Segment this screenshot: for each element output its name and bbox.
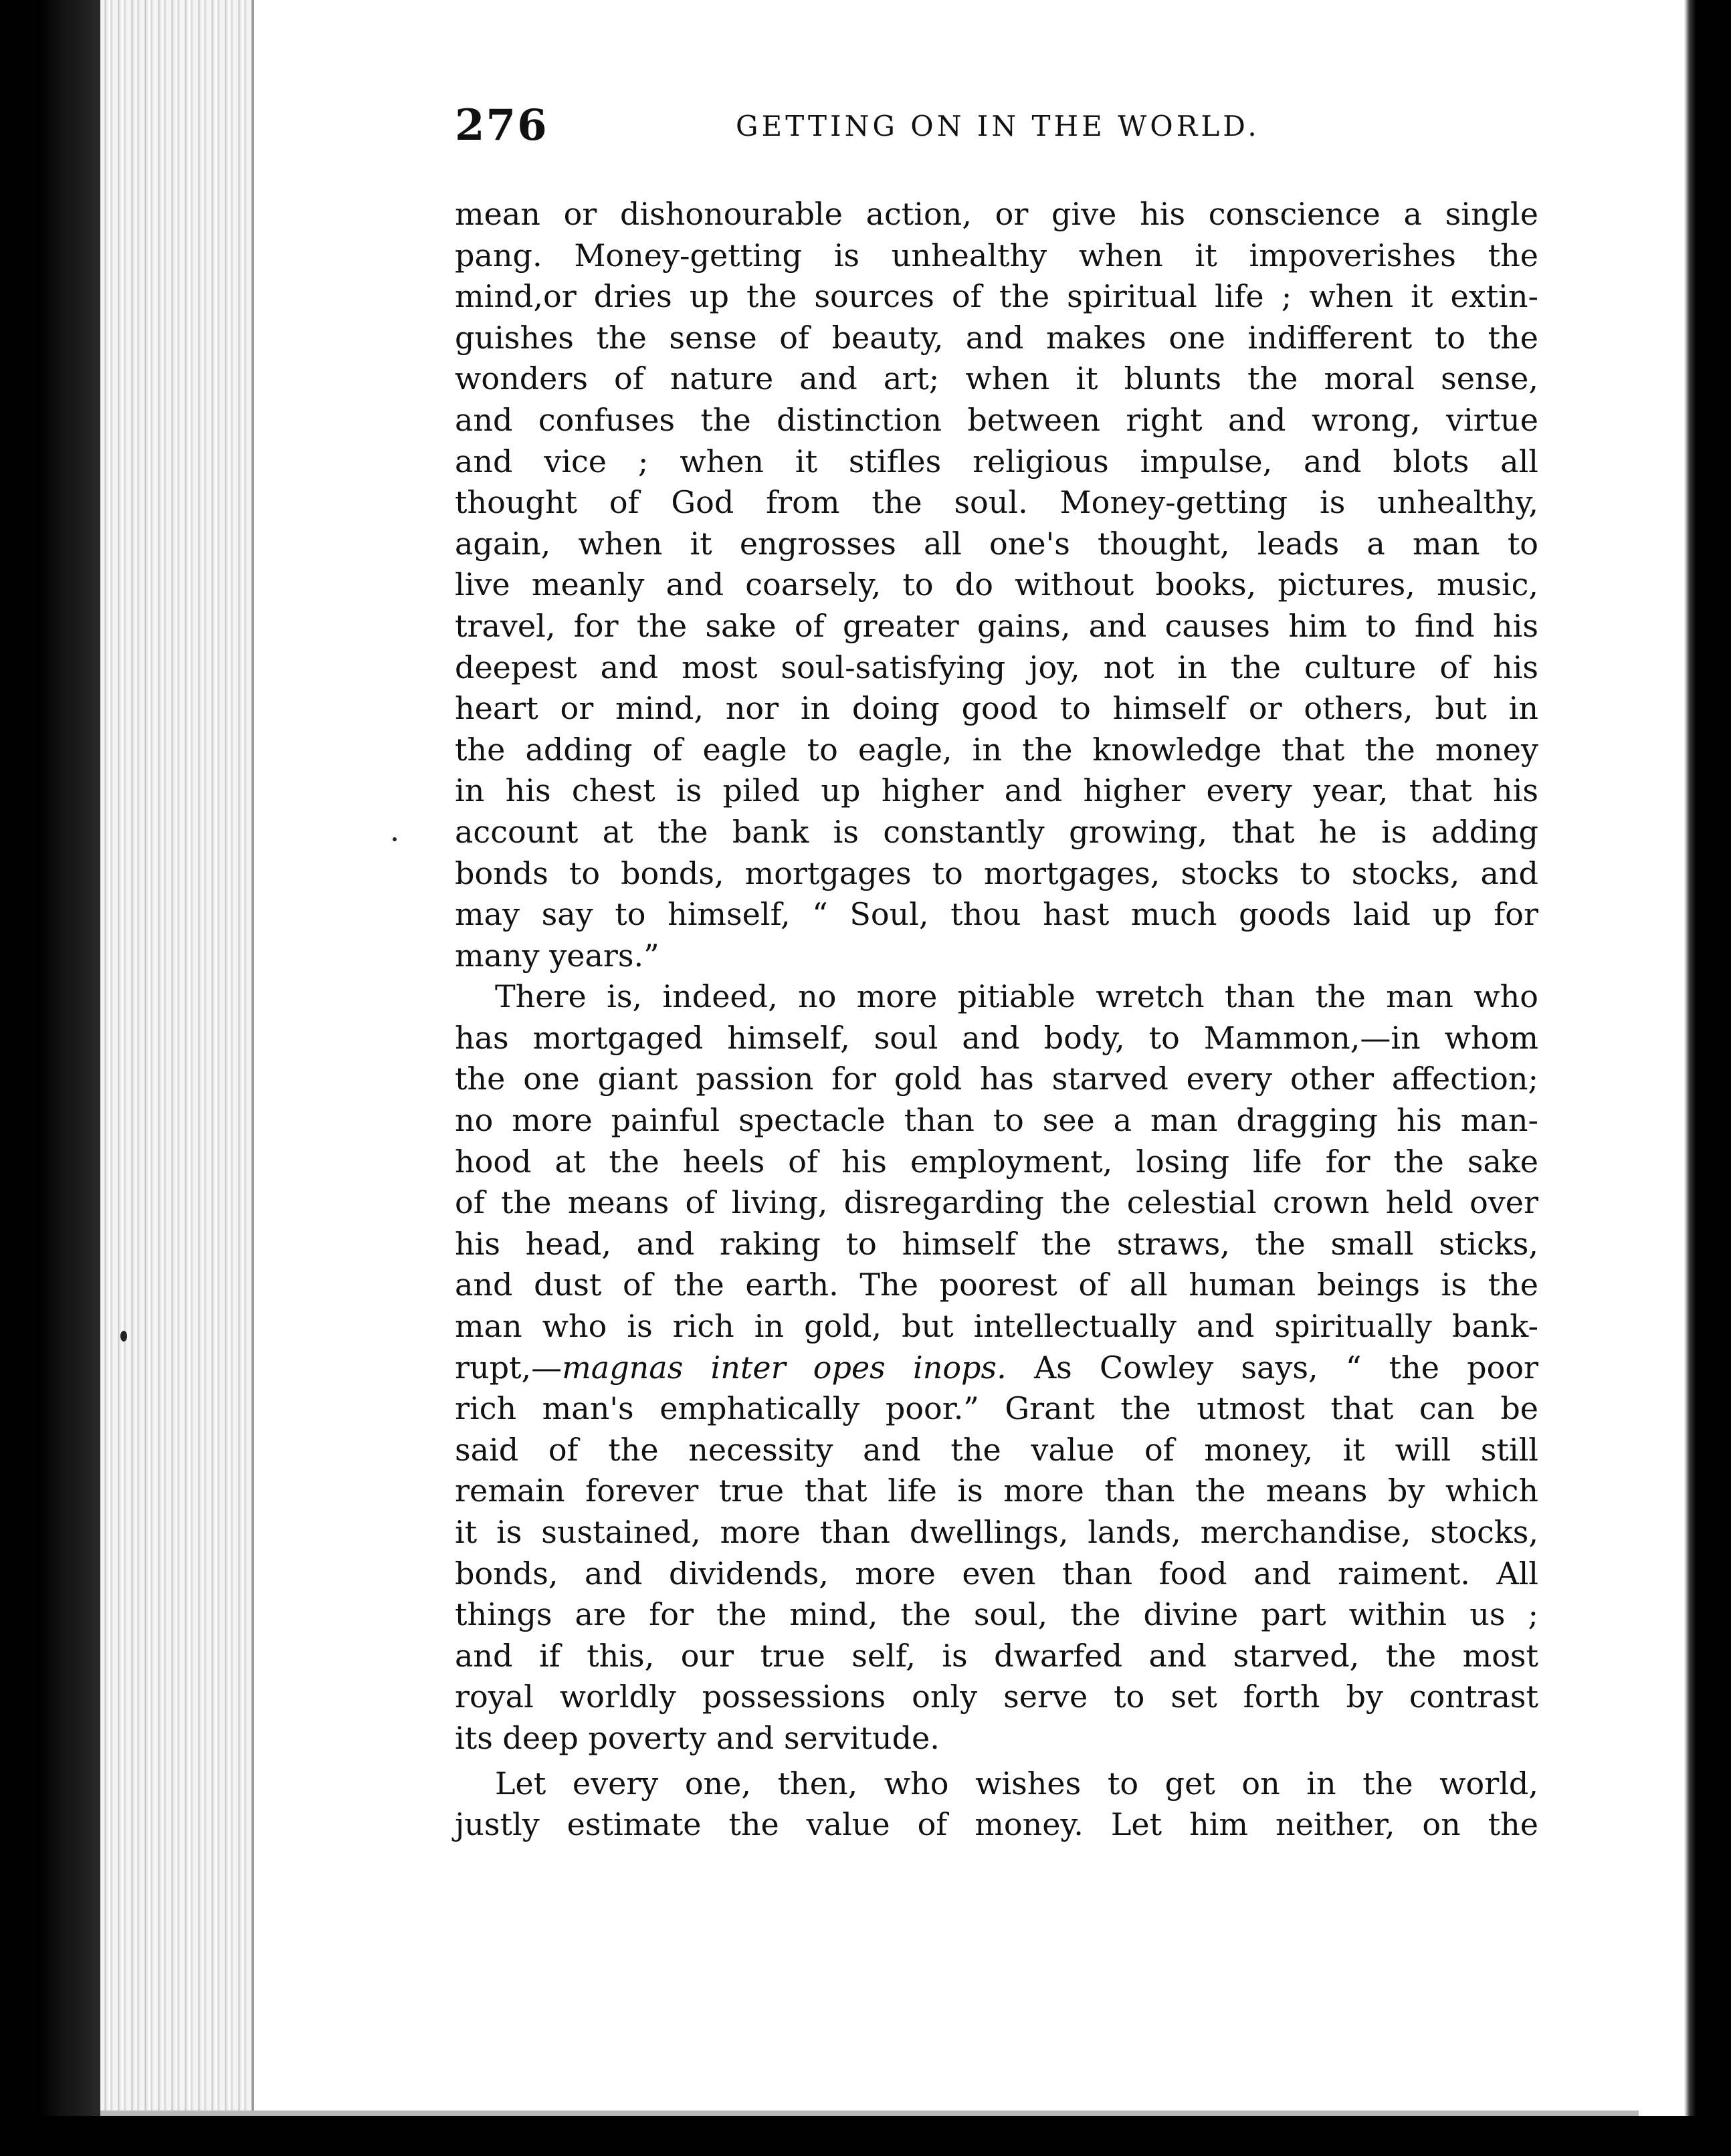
text-line: again, when it engrosses all one's thought, leads a man to	[455, 525, 1538, 562]
text-line: guishes the sense of beauty, and makes one indifferent to the	[455, 319, 1538, 356]
text-line: bonds, and dividends, more even than food and raiment. All	[455, 1555, 1538, 1592]
text-line: and dust of the earth. The poorest of all human beings is the	[455, 1267, 1538, 1303]
text-line: things are for the mind, the soul, the divine part within us ;	[455, 1596, 1538, 1633]
text-line: said of the necessity and the value of money, it will still	[455, 1431, 1538, 1468]
text-line: its deep poverty and servitude.	[455, 1719, 940, 1756]
text-line: and if this, our true self, is dwarfed and starved, the most	[455, 1637, 1538, 1674]
text-line: and vice ; when it stifles religious impulse, and blots all	[455, 443, 1538, 479]
text-line: his head, and raking to himself the straws, the small sticks,	[455, 1225, 1538, 1262]
text-line: justly estimate the value of money. Let him neither, on the	[455, 1806, 1538, 1843]
text-fragment: rupt,—	[455, 1349, 563, 1386]
text-line: remain forever true that life is more than the means by which	[455, 1473, 1538, 1509]
text-line: account at the bank is constantly growing, that he is adding	[455, 813, 1538, 850]
text-line: of the means of living, disregarding the celestial crown held over	[455, 1184, 1538, 1221]
text-fragment: As Cowley says, “ the poor	[1006, 1349, 1539, 1386]
text-line: pang. Money-getting is unhealthy when it impoverishes the	[455, 237, 1538, 274]
text-line: no more painful spectacle than to see a man dragging his man-	[455, 1102, 1538, 1139]
text-line: deepest and most soul-satisfying joy, not in the culture of his	[455, 649, 1538, 685]
paragraph-1	[455, 194, 1538, 976]
text-line-latin	[455, 1348, 1538, 1389]
text-line: mean or dishonourable action, or give his conscience a single	[455, 196, 1538, 232]
text-line: royal worldly possessions only serve to set forth by contrast	[455, 1679, 1538, 1715]
page-header	[455, 100, 1538, 160]
text-line: the adding of eagle to eagle, in the knowledge that the money	[455, 731, 1538, 768]
text-line: in his chest is piled up higher and higher every year, that his	[455, 772, 1538, 809]
text-line: There is, indeed, no more pitiable wretch than the man who	[495, 978, 1538, 1015]
text-line: travel, for the sake of greater gains, and causes him to find his	[455, 607, 1538, 644]
text-line: heart or mind, nor in doing good to himself or others, but in	[455, 690, 1538, 727]
text-line: mind,or dries up the sources of the spiritual life ; when it extin-	[455, 278, 1538, 315]
text-line: the one giant passion for gold has starved every other affection;	[455, 1061, 1538, 1097]
running-head: GETTING ON IN THE WORLD.	[736, 110, 1260, 142]
text-line: rich man's emphatically poor.” Grant the utmost that can be	[455, 1390, 1538, 1427]
text-line: may say to himself, “ Soul, thou hast much goods laid up for	[455, 896, 1538, 933]
scanner-right-edge	[1684, 0, 1731, 2156]
text-line: Let every one, then, who wishes to get on in the world,	[495, 1765, 1538, 1802]
paragraph-3	[455, 1763, 1538, 1846]
scan-speck	[393, 837, 397, 841]
latin-phrase: magnas inter opes inops.	[562, 1349, 1007, 1386]
page-number: 276	[455, 100, 548, 150]
body-text	[455, 194, 1538, 1846]
text-line: and confuses the distinction between right and wrong, virtue	[455, 401, 1538, 438]
text-line: live meanly and coarsely, to do without books, pictures, music,	[455, 566, 1538, 603]
book-page	[254, 0, 1684, 2111]
text-line: bonds to bonds, mortgages to mortgages, stocks to stocks, and	[455, 855, 1538, 891]
page-bottom-shadow	[100, 2111, 1639, 2116]
book-page-edges	[100, 0, 254, 2156]
text-line: it is sustained, more than dwellings, lands, merchandise, stocks,	[455, 1514, 1538, 1550]
scanner-bottom-edge	[0, 2116, 1731, 2156]
text-line: thought of God from the soul. Money-getting is unhealthy,	[455, 484, 1538, 521]
text-line: wonders of nature and art; when it blunts the moral sense,	[455, 360, 1538, 397]
text-line: hood at the heels of his employment, losing life for the sake	[455, 1143, 1538, 1180]
scan-speck	[120, 1331, 127, 1341]
paragraph-2	[455, 976, 1538, 1759]
text-line: man who is rich in gold, but intellectually and spiritually bank-	[455, 1308, 1538, 1345]
text-line: has mortgaged himself, soul and body, to Mammon,—in whom	[455, 1019, 1538, 1056]
scanner-dark-margin	[0, 0, 100, 2156]
text-line: many years.”	[455, 937, 659, 974]
